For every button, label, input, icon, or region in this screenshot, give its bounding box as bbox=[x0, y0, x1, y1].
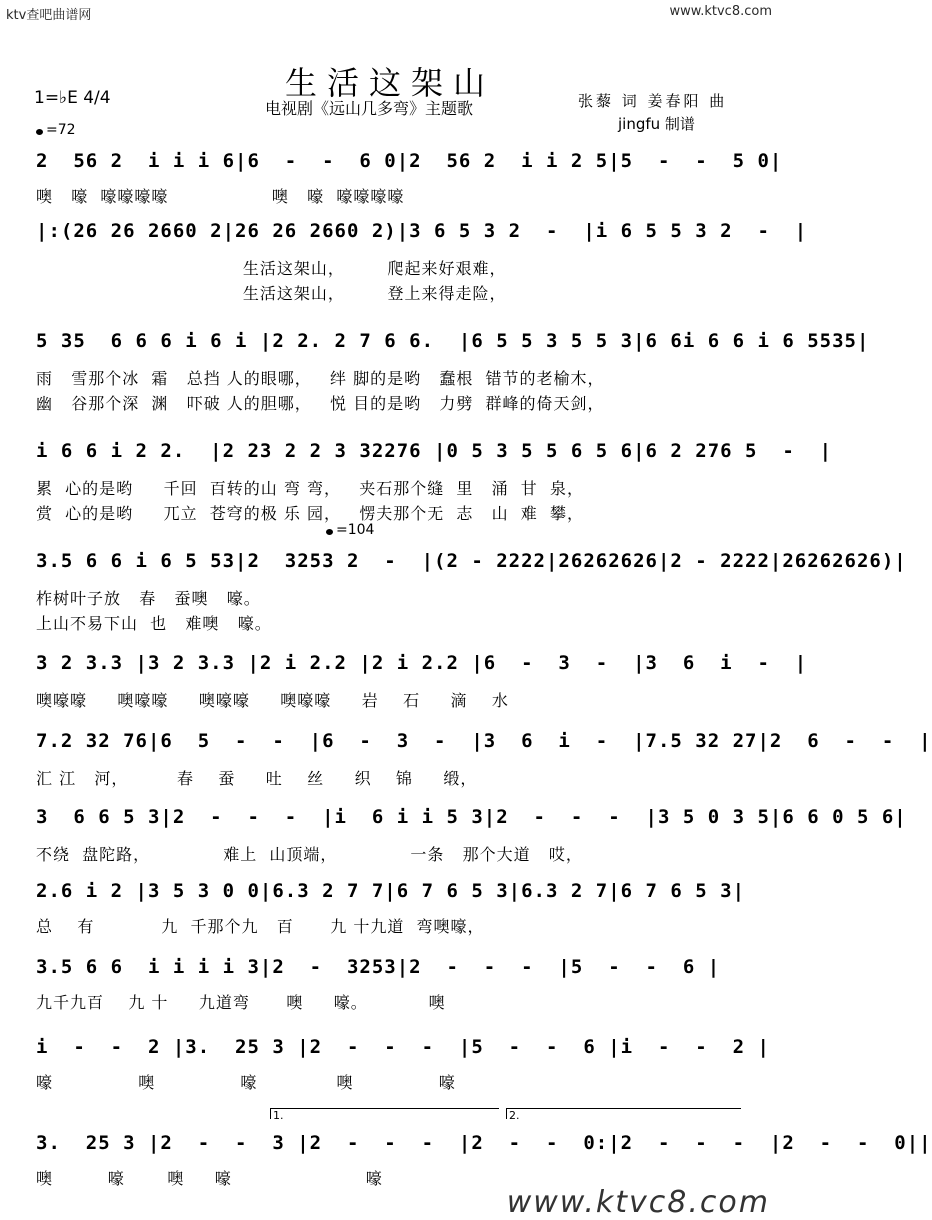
tempo-change-value: =104 bbox=[336, 522, 375, 538]
transcriber: jingfu 制谱 bbox=[618, 115, 695, 133]
lyric-line-7: 汇 江 河， 春 蚕 吐 丝 织 锦 缎， bbox=[36, 769, 478, 788]
lyric-line-5a: 柞树叶子放 春 蚕噢 嚎。 bbox=[36, 589, 261, 608]
lyric-line-9: 总 有 九 千那个九 百 九 十九道 弯噢嚎， bbox=[36, 917, 485, 936]
site-url[interactable]: www.ktvc8.com bbox=[669, 4, 772, 19]
song-subtitle: 电视剧《远山几多弯》主题歌 bbox=[265, 99, 474, 118]
footer-site-logo[interactable]: www.ktvc8.com bbox=[506, 1185, 770, 1220]
lyric-line-3b: 幽 谷那个深 渊 吓破 人的胆哪， 悦 目的是哟 力劈 群峰的倚天剑， bbox=[36, 394, 605, 413]
key-signature: 1=♭E 4/4 bbox=[34, 88, 111, 108]
lyric-line-4b: 赏 心的是哟 兀立 苍穹的极 乐 园， 愣夫那个无 志 山 难 攀， bbox=[36, 504, 584, 523]
score-line-6: 3 2 3.3 |3 2 3.3 |2 i 2.2 |2 i 2.2 |6 - 3 - |3 6 i - | bbox=[36, 652, 808, 674]
lyric-line-10: 九千九百 九 十 九道弯 噢 嚎。 噢 bbox=[36, 993, 446, 1012]
score-line-12: 3. 25 3 |2 - - 3 |2 - - - |2 - - 0:|2 - - - |2 - - 0|| bbox=[36, 1132, 932, 1154]
first-ending-bracket: 1. bbox=[270, 1108, 499, 1119]
song-title: 生活这架山 bbox=[284, 64, 495, 102]
score-line-1: 2 56 2 i i i 6|6 - - 6 0|2 56 2 i i 2 5|5 - - 5 0| bbox=[36, 150, 783, 172]
lyric-line-8: 不绕 盘陀路， 难上 山顶端， 一条 那个大道 哎， bbox=[36, 845, 583, 864]
lyric-line-3a: 雨 雪那个冰 霜 总挡 人的眼哪， 绊 脚的是哟 蠢根 错节的老榆木， bbox=[36, 369, 605, 388]
lyric-line-6: 噢嚎嚎 噢嚎嚎 噢嚎嚎 噢嚎嚎 岩 石 滴 水 bbox=[36, 691, 509, 710]
second-ending-bracket: 2. bbox=[506, 1108, 741, 1119]
score-line-9: 2.6 i 2 |3 5 3 0 0|6.3 2 7 7|6 7 6 5 3|6.3 2 7|6 7 6 5 3| bbox=[36, 880, 746, 902]
lyric-line-5b: 上山不易下山 也 难噢 嚎。 bbox=[36, 614, 272, 633]
tempo-value: =72 bbox=[46, 122, 76, 138]
tempo-marking bbox=[36, 122, 76, 138]
tempo-change-marking bbox=[326, 522, 374, 538]
score-line-5: 3.5 6 6 i 6 5 53|2 3253 2 - |(2 - 2222|26262626|2 - 2222|26262626)| bbox=[36, 550, 907, 572]
lyric-line-2a: 生活这架山， 爬起来好艰难， bbox=[36, 259, 507, 278]
score-line-10: 3.5 6 6 i i i i 3|2 - 3253|2 - - - |5 - - 6 | bbox=[36, 956, 721, 978]
score-line-3: 5 35 6 6 6 i 6 i |2 2. 2 7 6 6. |6 5 5 3 5 5 3|6 6i 6 6 i 6 5535| bbox=[36, 330, 870, 352]
site-name: ktv查吧曲谱网 bbox=[6, 8, 92, 23]
lyric-line-11: 嚎 噢 嚎 噢 嚎 bbox=[36, 1073, 456, 1092]
lyricist-composer: 张藜 词 姜春阳 曲 bbox=[578, 92, 728, 110]
score-line-8: 3 6 6 5 3|2 - - - |i 6 i i 5 3|2 - - - |3 5 0 3 5|6 6 0 5 6| bbox=[36, 806, 907, 828]
score-line-7: 7.2 32 76|6 5 - - |6 - 3 - |3 6 i - |7.5 32 27|2 6 - - | bbox=[36, 730, 932, 752]
lyric-line-12: 噢 嚎 噢 嚎 嚎 bbox=[36, 1169, 383, 1188]
lyric-line-1a: 噢 嚎 嚎嚎嚎嚎 噢 嚎 嚎嚎嚎嚎 bbox=[36, 187, 405, 206]
score-line-2: |:(26 26 2660 2|26 26 2660 2)|3 6 5 3 2 - |i 6 5 5 3 2 - | bbox=[36, 220, 808, 242]
score-line-11: i - - 2 |3. 25 3 |2 - - - |5 - - 6 |i - - 2 | bbox=[36, 1036, 770, 1058]
lyric-line-4a: 累 心的是哟 千回 百转的山 弯 弯， 夹石那个缝 里 涌 甘 泉， bbox=[36, 479, 584, 498]
score-line-4: i 6 6 i 2 2. |2 23 2 2 3 32276 |0 5 3 5 5 6 5 6|6 2 276 5 - | bbox=[36, 440, 833, 462]
lyric-line-2b: 生活这架山， 登上来得走险， bbox=[36, 284, 507, 303]
quarter-note-icon bbox=[36, 129, 43, 135]
quarter-note-icon bbox=[326, 529, 333, 535]
